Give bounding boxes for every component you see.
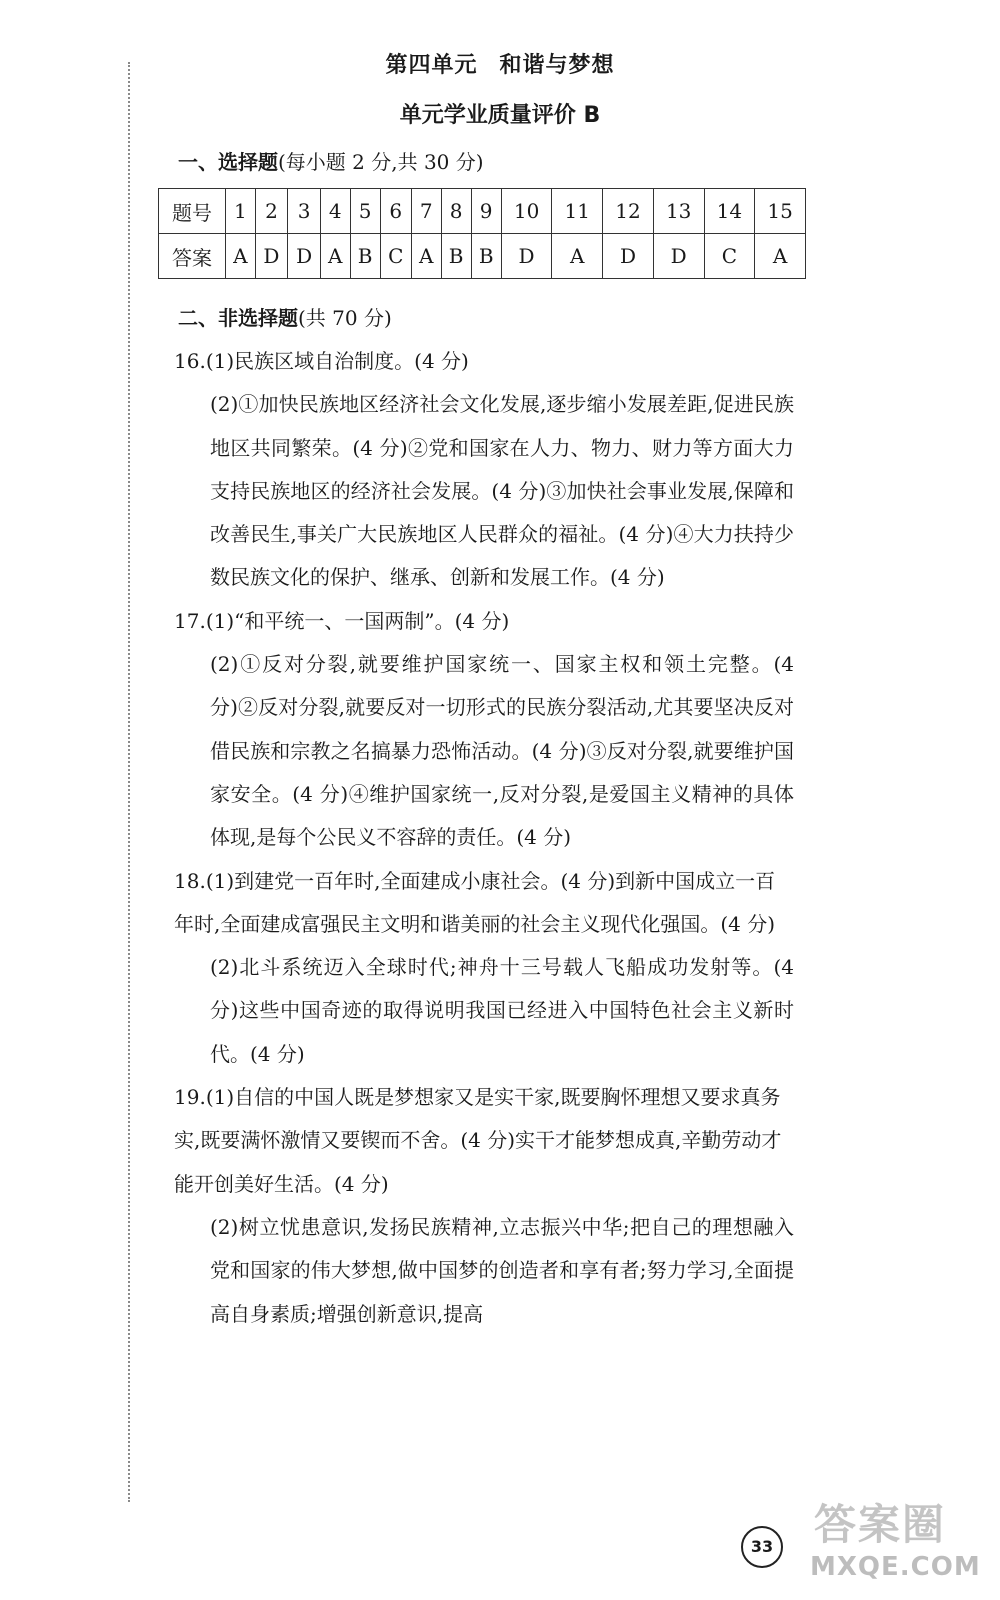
question-part bbox=[174, 860, 794, 947]
section-title: 二、非选择题 bbox=[178, 306, 298, 330]
question-part: (2)①加快民族地区经济社会文化发展,逐步缩小发展差距,促进民族地区共同繁荣。(4 分)②党和国家在人力、物力、财力等方面大力支持民族地区的经济社会发展。(4 分)③加快社会事业发展,保障和改善民生,事关广大民族地区人民群众的福祉。(4 分)④大力扶持少数民族文化的保护、继承、创新和发展工作。(4 分) bbox=[210, 392, 794, 590]
question-number-cell: 12 bbox=[603, 189, 654, 234]
answer-cell: D bbox=[653, 234, 704, 279]
part-text: (1)到建党一百年时,全面建成小康社会。(4 分)到新中国成立一百年时,全面建成富强民主文明和谐美丽的社会主义现代化强国。(4 分) bbox=[174, 868, 776, 936]
answer-cell: B bbox=[441, 234, 471, 279]
question-number-cell: 4 bbox=[320, 189, 350, 234]
question-number-cell: 2 bbox=[255, 189, 288, 234]
question-part: (2)北斗系统迈入全球时代;神舟十三号载人飞船成功发射等。(4 分)这些中国奇迹的取得说明我国已经进入中国特色社会主义新时代。(4 分) bbox=[210, 955, 794, 1066]
question-part: (2)①反对分裂,就要维护国家统一、国家主权和领土完整。(4 分)②反对分裂,就要反对一切形式的民族分裂活动,尤其要坚决反对借民族和宗教之名搞暴力恐怖活动。(4 分)③反对分裂,就要维护国家安全。(4 分)④维护国家统一,反对分裂,是爱国主义精神的具体体现,是每个公民义不容辞的责任。(4 分) bbox=[210, 652, 794, 850]
watermark-text: 答案圈 bbox=[814, 1500, 947, 1549]
answer-row bbox=[159, 234, 806, 279]
answer-cell: A bbox=[320, 234, 350, 279]
answer-cell: A bbox=[552, 234, 603, 279]
question-number-cell: 10 bbox=[501, 189, 552, 234]
question-number: 17. bbox=[174, 608, 206, 633]
part-text: (1)自信的中国人既是梦想家又是实干家,既要胸怀理想又要求真务实,既要满怀激情又要锲而不舍。(4 分)实干才能梦想成真,辛勤劳动才能开创美好生活。(4 分) bbox=[174, 1085, 782, 1196]
watermark-logo bbox=[804, 1490, 990, 1594]
margin-dotted-line bbox=[128, 62, 130, 1502]
question-17 bbox=[174, 600, 794, 860]
answer-cell: B bbox=[350, 234, 380, 279]
question-number-cell: 9 bbox=[471, 189, 501, 234]
question-number-cell: 3 bbox=[288, 189, 321, 234]
answer-cell: B bbox=[471, 234, 501, 279]
answer-table bbox=[158, 188, 806, 279]
part-text: (1)民族区域自治制度。(4 分) bbox=[205, 349, 469, 373]
question-number-cell: 5 bbox=[350, 189, 380, 234]
answer-cell: C bbox=[704, 234, 755, 279]
question-part bbox=[174, 1076, 794, 1206]
page-subtitle: 单元学业质量评价 B bbox=[399, 103, 601, 128]
question-number-cell: 1 bbox=[226, 189, 256, 234]
question-19 bbox=[174, 1076, 794, 1336]
answer-cell: A bbox=[755, 234, 806, 279]
section-note: (共 70 分) bbox=[298, 306, 392, 330]
section-non-choice-heading bbox=[178, 302, 392, 331]
answer-cell: A bbox=[411, 234, 441, 279]
row-label-question-number: 题号 bbox=[159, 189, 226, 234]
question-number-row bbox=[159, 189, 806, 234]
answer-cell: D bbox=[288, 234, 321, 279]
question-number: 16. bbox=[174, 349, 206, 373]
question-16 bbox=[174, 340, 794, 600]
question-number: 18. bbox=[174, 868, 206, 893]
question-number-cell: 11 bbox=[552, 189, 603, 234]
section-title: 一、选择题 bbox=[178, 150, 278, 174]
answer-cell: D bbox=[255, 234, 288, 279]
question-number-cell: 8 bbox=[441, 189, 471, 234]
question-part: (2)树立忧患意识,发扬民族精神,立志振兴中华;把自己的理想融入党和国家的伟大梦想,做中国梦的创造者和享有者;努力学习,全面提高自身素质;增强创新意识,提高 bbox=[210, 1214, 794, 1326]
question-number-cell: 14 bbox=[704, 189, 755, 234]
part-text: (1)“和平统一、一国两制”。(4 分) bbox=[205, 608, 510, 633]
question-number-cell: 15 bbox=[755, 189, 806, 234]
section-multiple-choice-heading bbox=[178, 146, 484, 175]
answer-cell: A bbox=[226, 234, 256, 279]
row-label-answer: 答案 bbox=[159, 234, 226, 279]
question-part bbox=[174, 340, 794, 383]
question-number-cell: 6 bbox=[380, 189, 411, 234]
answer-list bbox=[174, 340, 794, 1336]
question-number-cell: 7 bbox=[411, 189, 441, 234]
question-part bbox=[174, 600, 794, 643]
answer-cell: D bbox=[603, 234, 654, 279]
page-number-badge: 33 bbox=[741, 1526, 783, 1568]
watermark-url: MXQE.COM bbox=[810, 1552, 981, 1582]
answer-cell: D bbox=[501, 234, 552, 279]
section-note: (每小题 2 分,共 30 分) bbox=[278, 150, 484, 174]
question-number-cell: 13 bbox=[653, 189, 704, 234]
unit-label: 第四单元 bbox=[385, 53, 478, 78]
unit-theme: 和谐与梦想 bbox=[499, 53, 615, 78]
answer-cell: C bbox=[380, 234, 411, 279]
question-18 bbox=[174, 860, 794, 1076]
page-title bbox=[0, 48, 1000, 79]
question-number: 19. bbox=[174, 1085, 206, 1110]
